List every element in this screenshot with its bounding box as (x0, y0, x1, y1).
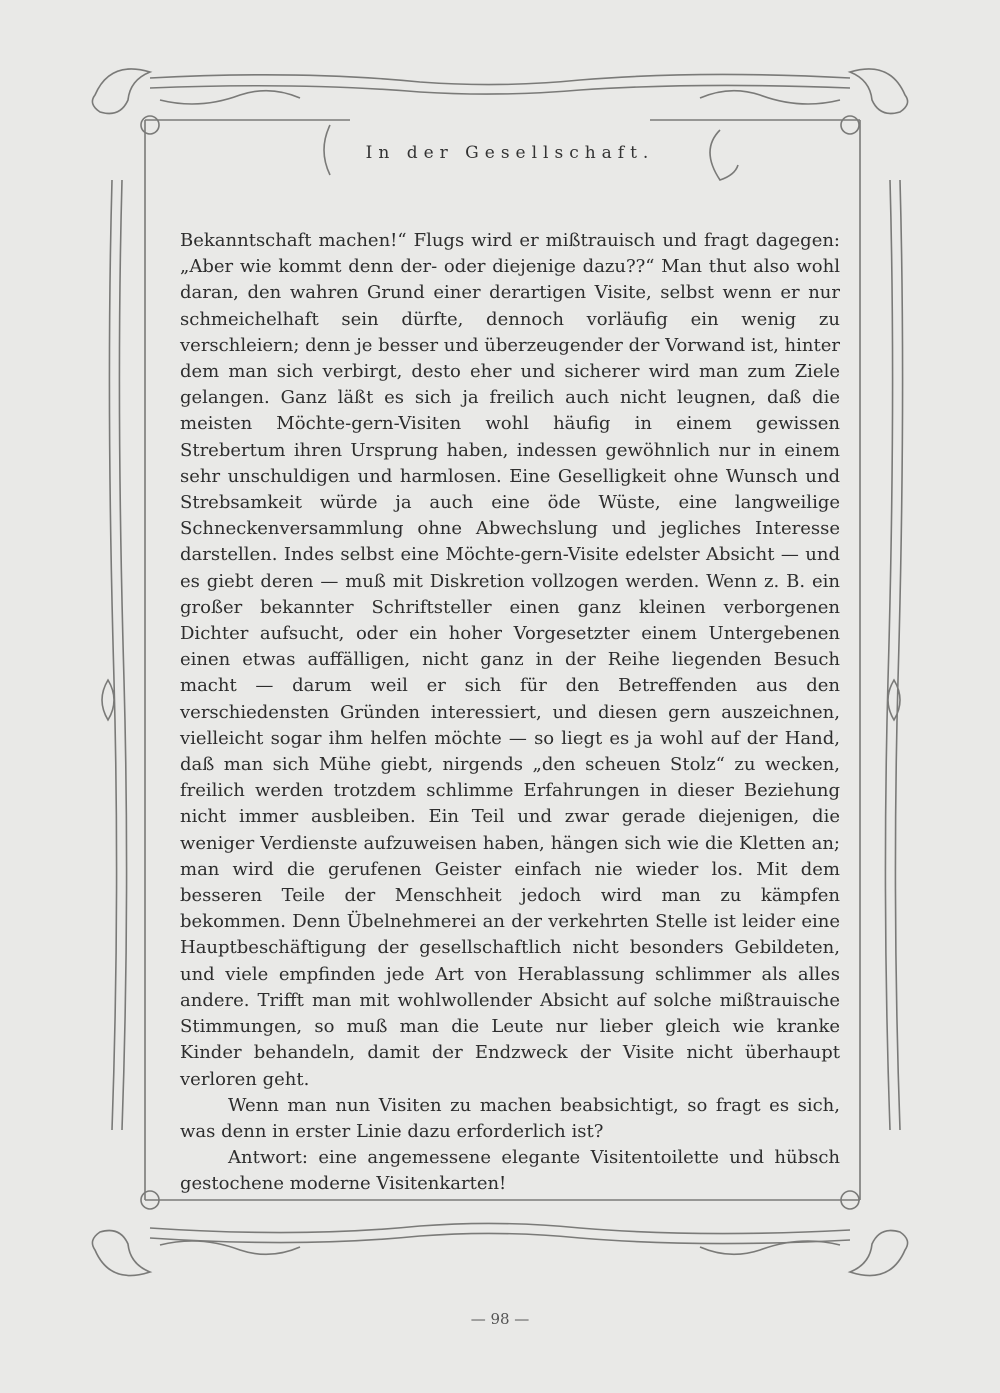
body-text (180, 228, 840, 1198)
paragraph: Antwort: eine angemessene elegante Visitentoilette und hübsch gestochene moderne Visitenkarten! (180, 1147, 840, 1195)
running-header: In der Gesellschaft. (365, 143, 655, 163)
page-number: — 98 — (470, 1310, 530, 1328)
paragraph: Wenn man nun Visiten zu machen beabsichtigt, so fragt es sich, was denn in erster Linie dazu erforderlich ist? (180, 1094, 840, 1142)
paragraph: Bekanntschaft machen!“ Flugs wird er mißtrauisch und fragt dagegen: „Aber wie kommt denn der- oder diejenige dazu??“ Man thut also wohl daran, den wahren Grund einer derartigen Visite, selbst wenn er nur schmeichelhaft sein dürfte, dennoch vorläufig ein wenig zu verschleiern; denn je besser und überzeugender der Vorwand ist, hinter dem man sich verbirgt, desto eher und sicherer wird man zum Ziele gelangen. Ganz läßt es sich ja freilich auch nicht leugnen, daß die meisten Möchte-gern-Visiten wohl häufig in einem gewissen Strebertum ihren Ursprung haben, indessen gewöhnlich nur in einem sehr unschuldigen und harmlosen. Eine Geselligkeit ohne Wunsch und Strebsamkeit würde ja auch eine öde Wüste, eine langweilige Schneckenversammlung ohne Abwechslung und jegliches Interesse darstellen. Indes selbst eine Möchte-gern-Visite edelster Absicht — und es giebt deren — muß mit Diskretion vollzogen werden. Wenn z. B. ein großer bekannter Schriftsteller einen ganz kleinen verborgenen Dichter aufsucht, oder ein hoher Vorgesetzter einem Untergebenen einen etwas auffälligen, nicht ganz in der Reihe liegenden Besuch macht — darum weil er sich für den Betreffenden aus den verschiedensten Gründen interessiert, und diesen gern auszeichnen, vielleicht sogar ihm helfen möchte — so liegt es ja wohl auf der Hand, daß man sich Mühe giebt, nirgends „den scheuen Stolz“ zu wecken, freilich werden trotzdem schlimme Erfahrungen in dieser Beziehung nicht immer ausbleiben. Ein Teil und zwar gerade diejenigen, die weniger Verdienste aufzuweisen haben, hängen sich wie die Kletten an; man wird die gerufenen Geister einfach nie wieder los. Mit dem besseren Teile der Menschheit jedoch wird man zu kämpfen bekommen. Denn Übelnehmerei an der verkehrten Stelle ist leider eine Hauptbeschäftigung der gesellschaftlich nicht besonders Gebildeten, und viele empfinden jede Art von Herablassung schlimmer als alles andere. Trifft man mit wohlwollender Absicht auf solche mißtrauische Stimmungen, so muß man die Leute nur lieber gleich wie kranke Kinder behandeln, damit der Endzweck der Visite nicht überhaupt verloren geht. (180, 230, 840, 1090)
